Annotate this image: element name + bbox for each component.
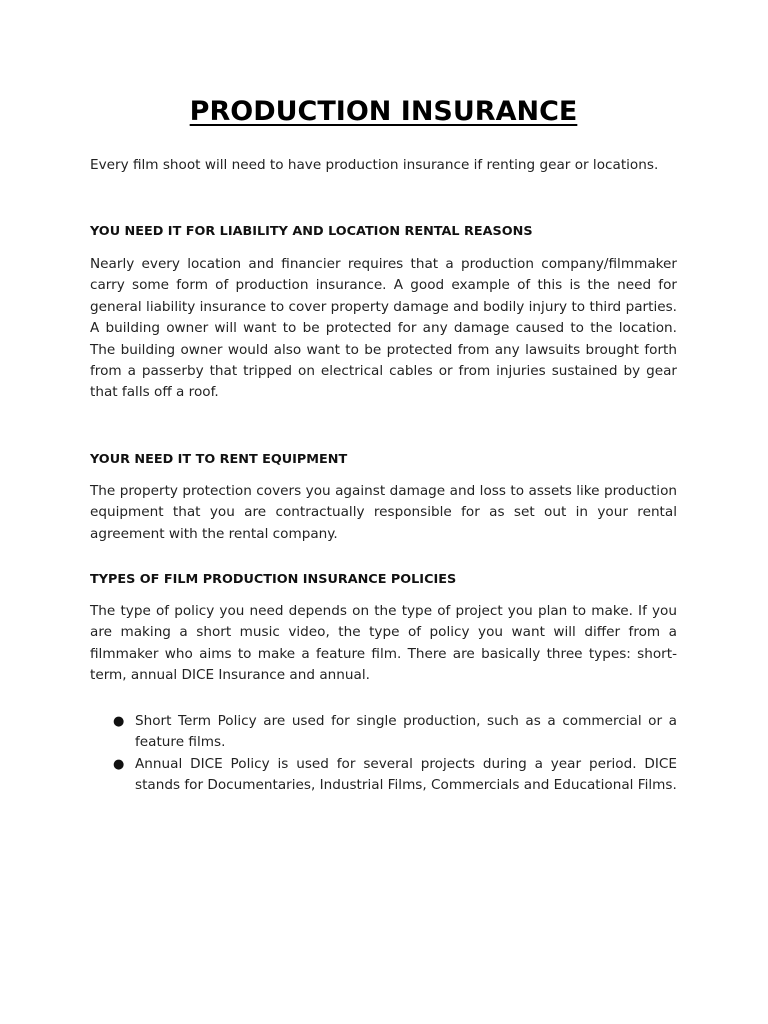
- bullet-icon: ●: [113, 714, 125, 729]
- list-item-text: Annual DICE Policy is used for several projects during a year period. DICE stands for Documentaries, Industrial Films, Commercials and Educational Films.: [135, 755, 677, 794]
- section-body-equipment: The property protection covers you against damage and loss to assets like production equipment that you are contractually responsible for as set out in your rental agreement with the rental company.: [90, 483, 677, 542]
- section-heading-liability: YOU NEED IT FOR LIABILITY AND LOCATION RENTAL REASONS: [90, 224, 533, 239]
- section-body-liability: Nearly every location and financier requires that a production company/filmmaker carry some form of production insurance. A good example of this is the need for general liability insurance to cover property damage and bodily injury to third parties. A building owner will want to be protected for any damage caused to the location. The building owner would also want to be protected from any lawsuits brought forth from a passerby that tripped on electrical cables or from injuries sustained by gear that falls off a roof.: [90, 256, 677, 401]
- section-body-policy-types: The type of policy you need depends on the type of project you plan to make. If you are making a short music video, the type of policy you want will differ from a filmmaker who aims to make a feature film. There are basically three types: short-term, annual DICE Insurance and annual.: [90, 603, 677, 684]
- list-item: [90, 711, 677, 754]
- list-item: [90, 754, 677, 797]
- section-heading-equipment: YOUR NEED IT TO RENT EQUIPMENT: [90, 452, 348, 467]
- list-item-text: Short Term Policy are used for single production, such as a commercial or a feature films.: [135, 713, 677, 751]
- page-title: PRODUCTION INSURANCE: [189, 96, 578, 127]
- section-heading-policy-types: TYPES OF FILM PRODUCTION INSURANCE POLICIES: [90, 572, 457, 587]
- bullet-icon: ●: [113, 756, 125, 772]
- intro-paragraph: Every film shoot will need to have production insurance if renting gear or locations.: [90, 157, 659, 173]
- policy-list: [90, 711, 677, 797]
